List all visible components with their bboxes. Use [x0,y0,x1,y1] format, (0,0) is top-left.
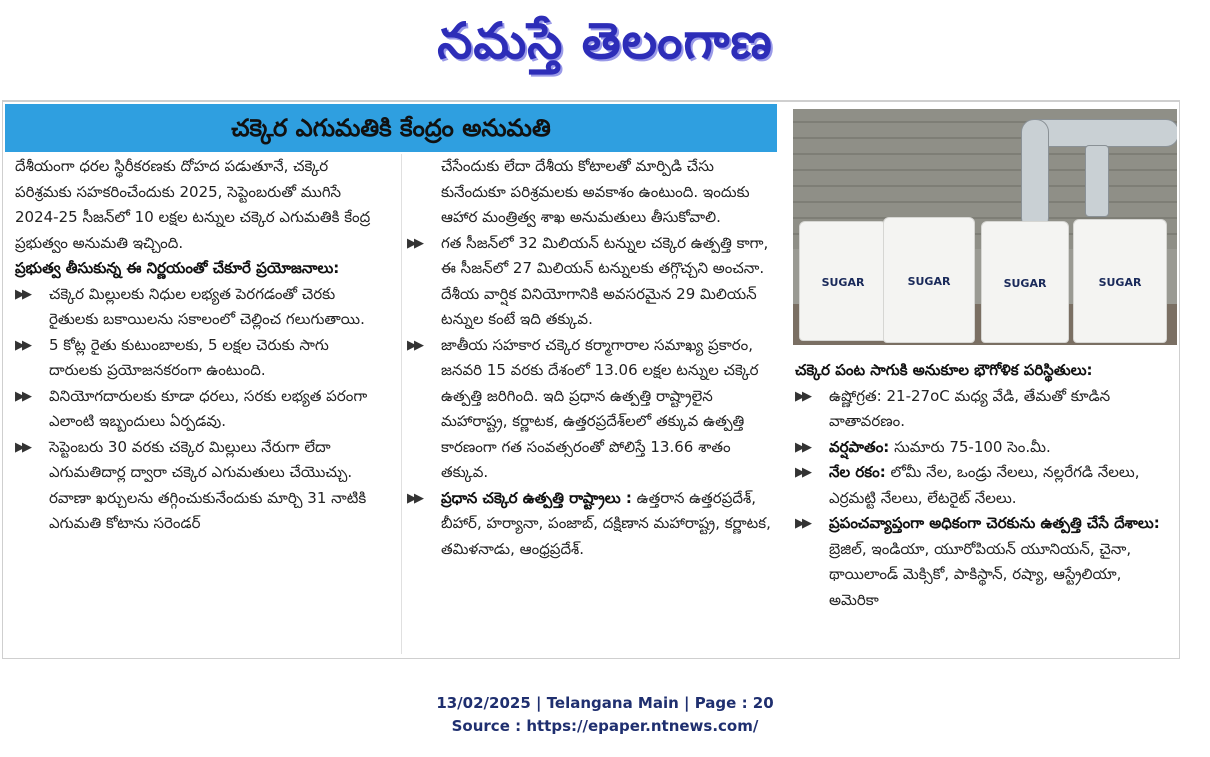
fact-item [407,486,777,563]
double-arrow-icon: ▶▶ [407,235,421,251]
fact-text: గత సీజన్‌లో 32 మిలియన్ టన్నుల చక్కెర ఉత్పత్తి కాగా, ఈ సీజన్‌లో 27 మిలియన్ టన్నులకు తగ్గొచ్చని అంచనా. దేశీయ వార్షిక వినియోగానికి అవసరమైన 29 మిలియన్ టన్నుల కంటే ఇది తక్కువ. [441,233,769,328]
geo-item [795,511,1173,613]
sugar-bag: SUGAR [883,217,975,343]
double-arrow-icon: ▶▶ [795,388,809,404]
geo-heading: చక్కెర పంట సాగుకి అనుకూల భౌగోళిక పరిస్థితులు: [795,361,1093,379]
geo-item [795,384,1173,435]
article-headline: చక్కెర ఎగుమతికి కేంద్రం అనుమతి [231,114,551,142]
intro-paragraph: దేశీయంగా ధరల స్థిరీకరణకు దోహద పడుతూనే, చక్కెర పరిశ్రమకు సహకరించేందుకు 2025, సెప్టెంబరుతో ముగిసే 2024-25 సీజన్‌లో 10 లక్షల టన్నుల చక్కెర ఎగుమతికి కేంద్ర ప్రభుత్వం అనుమతి ఇచ్చింది. [15,157,371,252]
double-arrow-icon: ▶▶ [15,388,29,404]
footer-date-edition-page: 13/02/2025 | Telangana Main | Page : 20 [436,694,774,712]
continuation-paragraph: చేసేందుకు లేదా దేశీయ కోటాలతో మార్పిడి చేసు కునేందుకూ పరిశ్రమలకు అవకాశం ఉంటుంది. ఇందుకు ఆహార మంత్రిత్వ శాఖ అనుమతులు తీసుకోవాలి. [441,157,750,226]
geo-text: లోమీ నేల, ఒండ్రు నేలలు, నల్లరేగడి నేలలు, ఎర్రమట్టి నేలలు, లేటరైట్ నేలలు. [829,463,1140,507]
fact-item [407,333,777,486]
sugar-bags-photo [793,109,1177,345]
geo-label: నేల రకం: [829,463,886,481]
pipe [1085,145,1109,217]
masthead [0,0,1210,96]
double-arrow-icon: ▶▶ [795,439,809,455]
headline-bar [5,104,777,152]
double-arrow-icon: ▶▶ [407,337,421,353]
article-clipping [2,100,1180,659]
double-arrow-icon: ▶▶ [15,439,29,455]
pipe [1021,119,1049,231]
geo-item [795,460,1173,511]
column-divider [401,154,402,654]
newspaper-logo: నమస్తే తెలంగాణ [437,12,773,70]
geo-label: వర్షపాతం: [829,437,890,456]
fact-text: జాతీయ సహకార చక్కెర కర్మాగారాల సమాఖ్య ప్రకారం, జనవరి 15 వరకు దేశంలో 13.06 లక్షల టన్నుల చక్కెర ఉత్పత్తి జరిగింది. ఇది ప్రధాన ఉత్పత్తి రాష్ట్రాలైన మహారాష్ట్ర, కర్ణాటక, ఉత్తరప్రదేశ్‌లలో తక్కువ ఉత్పత్తి కారణంగా గత సంవత్సరంతో పోలిస్తే 13.66 శాతం తక్కువ. [441,335,759,481]
double-arrow-icon: ▶▶ [407,490,421,506]
double-arrow-icon: ▶▶ [795,516,809,531]
producing-states-text: ఉత్తరాన ఉత్తరప్రదేశ్, బీహార్, హర్యానా, పంజాబ్, దక్షిణాన మహారాష్ట్ర, కర్ణాటక, తమిళనాడు, ఆంధ్రప్రదేశ్. [441,488,771,558]
benefit-text: సెప్టెంబరు 30 వరకు చక్కెర మిల్లులు నేరుగా లేదా ఎగుమతిదార్ల ద్వారా చక్కెర ఎగుమతులు చేయొచ్చు. రవాణా ఖర్చులను తగ్గించుకునేందుకు మార్చి 31 నాటికి ఎగుమతి కోటాను సరెండర్ [49,437,367,532]
geo-text: ఉష్ణోగ్రత: 21-27oC మధ్య వేడి, తేమతో కూడిన వాతావరణం. [829,386,1111,430]
geo-item [795,435,1173,461]
double-arrow-icon: ▶▶ [15,337,29,353]
sugar-bag: SUGAR [799,221,887,341]
benefit-text: వినియోగదారులకు కూడా ధరలు, సరకు లభ్యత పరంగా ఎలాంటి ఇబ్బందులు ఏర్పడవు. [49,386,368,430]
sugar-bag: SUGAR [981,221,1069,343]
benefits-heading: ప్రభుత్వ తీసుకున్న ఈ నిర్ణయంతో చేకూరే ప్రయోజనాలు: [15,259,340,277]
fact-item [407,231,777,333]
column-1 [15,154,383,537]
geo-label: ప్రపంచవ్యాప్తంగా అధికంగా చెరకును ఉత్పత్తి చేసే దేశాలు: [829,514,1160,532]
double-arrow-icon: ▶▶ [15,286,29,302]
producing-states-label: ప్రధాన చక్కెర ఉత్పత్తి రాష్ట్రాలు : [441,488,632,507]
benefit-item [15,435,383,537]
footer-source[interactable]: Source : https://epaper.ntnews.com/ [451,717,759,735]
benefit-item [15,282,383,333]
double-arrow-icon: ▶▶ [795,465,809,480]
geo-text: బ్రెజిల్, ఇండియా, యూరోపియన్ యూనియన్, చైనా, థాయిలాండ్ మెక్సికో, పాకిస్థాన్, రష్యా, ఆస్ట్రేలియా, అమెరికా [829,539,1132,609]
benefit-item [15,333,383,384]
sugar-bag: SUGAR [1073,219,1167,343]
benefit-text: 5 కోట్ల రైతు కుటుంబాలకు, 5 లక్షల చెరుకు సాగు దారులకు ప్రయోజనకరంగా ఉంటుంది. [49,335,329,379]
benefit-item [15,384,383,435]
column-2 [407,154,777,562]
column-3 [795,358,1173,613]
benefit-text: చక్కెర మిల్లులకు నిధుల లభ్యత పెరగడంతో చెరకు రైతులకు బకాయిలను సకాలంలో చెల్లించ గలుగుతాయి. [49,284,365,328]
geo-text: సుమారు 75-100 సెం.మీ. [889,437,1051,456]
